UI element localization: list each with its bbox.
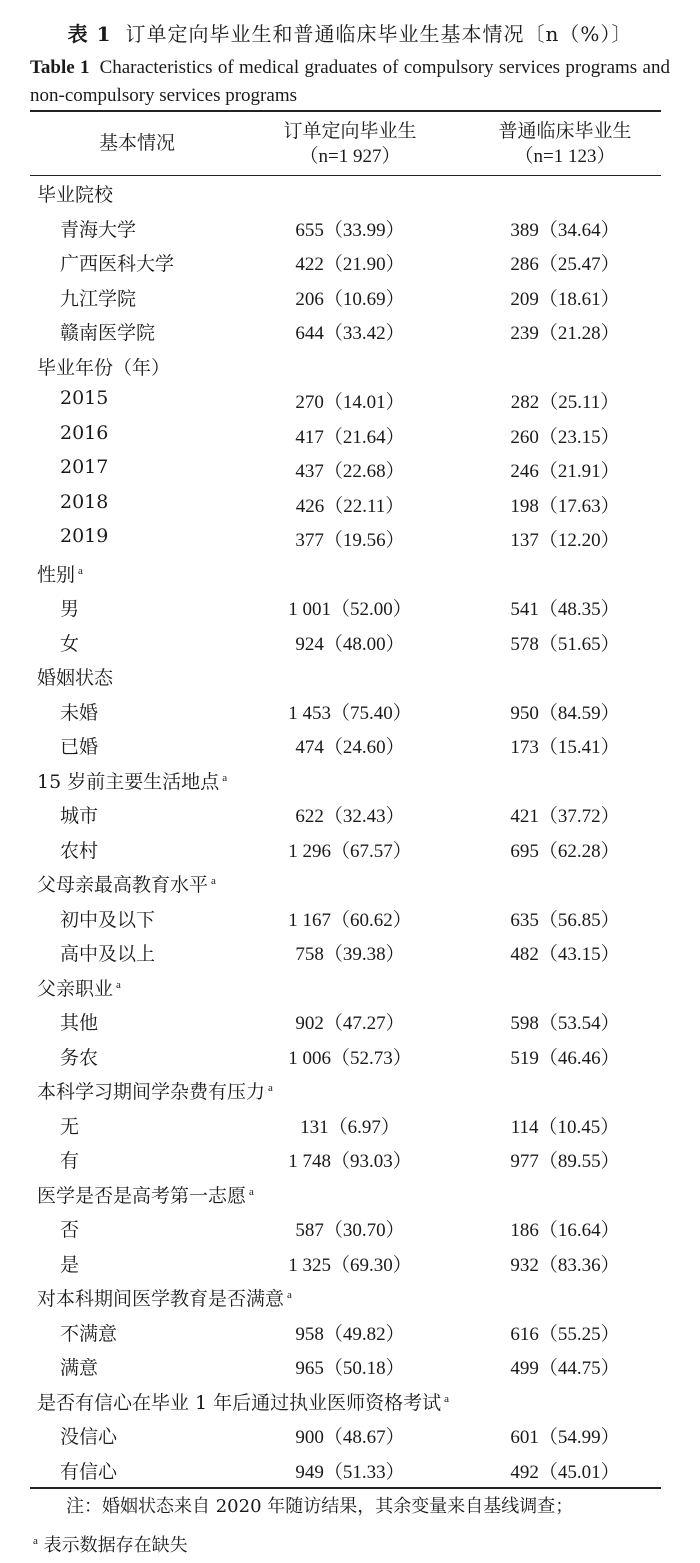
label-text: 2018 — [60, 491, 109, 513]
label-text: 医学是否是高考第一志愿 — [37, 1185, 247, 1207]
cell-noncompulsory: 114（10.45） — [510, 1117, 620, 1138]
row-label — [60, 284, 136, 311]
table-row — [30, 215, 661, 249]
header-col3-n: （n=1 123） — [514, 146, 616, 167]
table-group-row — [30, 974, 661, 1008]
table-row — [30, 732, 661, 766]
table-row — [30, 1353, 661, 1387]
cell-noncompulsory: 541（48.35） — [510, 599, 620, 620]
label-text: 有信心 — [60, 1461, 118, 1483]
label-text: 赣南医学院 — [60, 322, 156, 344]
cell-compulsory: 965（50.18） — [295, 1358, 405, 1379]
cell-compulsory: 1 006（52.73） — [288, 1048, 412, 1069]
header-col2-label: 订单定向毕业生 — [283, 120, 417, 142]
table-row — [30, 836, 661, 870]
footnote-mark: a — [287, 1288, 292, 1301]
label-text: 婚姻状态 — [37, 667, 114, 689]
table-label-en: Table 1 — [30, 57, 90, 78]
table-row — [30, 1215, 661, 1249]
row-label — [60, 1215, 79, 1242]
label-text: 初中及以下 — [60, 909, 156, 931]
row-label — [60, 1319, 117, 1346]
table-group-row — [30, 767, 661, 801]
label-text: 已婚 — [60, 736, 99, 758]
cell-noncompulsory: 492（45.01） — [510, 1462, 620, 1483]
label-text: 女 — [60, 633, 80, 655]
cell-compulsory: 587（30.70） — [295, 1220, 405, 1241]
label-text: 不满意 — [60, 1323, 118, 1345]
header-rule — [30, 175, 661, 176]
cell-compulsory: 422（21.90） — [295, 254, 405, 275]
header-col1-label: 基本情况 — [98, 132, 175, 154]
table-title-en: Characteristics of medical graduates of compulsory services programs and non-compulsory services programs — [30, 57, 670, 106]
top-rule — [30, 110, 661, 112]
table-label-cn: 表 1 — [67, 22, 112, 46]
header-col-characteristic — [37, 130, 237, 156]
cell-compulsory: 1 296（67.57） — [288, 841, 412, 862]
row-label — [60, 1146, 79, 1173]
cell-compulsory: 1 748（93.03） — [288, 1151, 412, 1172]
table-row — [30, 456, 661, 490]
table-group-row — [30, 1388, 661, 1422]
group-label — [37, 870, 216, 897]
table-row — [30, 422, 661, 456]
cell-compulsory: 437（22.68） — [295, 461, 405, 482]
table-row — [30, 491, 661, 525]
label-text: 广西医科大学 — [60, 253, 175, 275]
group-label — [37, 1181, 254, 1208]
cell-noncompulsory: 519（46.46） — [510, 1048, 620, 1069]
row-label — [60, 939, 155, 966]
table-row — [30, 1008, 661, 1042]
row-label — [60, 456, 108, 478]
cell-noncompulsory: 260（23.15） — [510, 427, 620, 448]
label-text: 15 岁前主要生活地点 — [37, 771, 220, 793]
table-row — [30, 318, 661, 352]
cell-compulsory: 924（48.00） — [295, 634, 405, 655]
label-text: 九江学院 — [60, 288, 137, 310]
row-label — [60, 525, 108, 547]
row-label — [60, 1112, 79, 1139]
cell-noncompulsory: 246（21.91） — [510, 461, 620, 482]
table-row — [30, 249, 661, 283]
label-text: 务农 — [60, 1047, 99, 1069]
cell-compulsory: 1 001（52.00） — [288, 599, 412, 620]
label-text: 有 — [60, 1150, 80, 1172]
header-col-compulsory — [250, 118, 450, 170]
cell-compulsory: 426（22.11） — [295, 496, 405, 517]
cell-compulsory: 1 167（60.62） — [288, 910, 412, 931]
group-label — [37, 560, 83, 587]
row-label — [60, 249, 174, 276]
row-label — [60, 1250, 79, 1277]
cell-noncompulsory: 198（17.63） — [510, 496, 620, 517]
label-text: 男 — [60, 598, 80, 620]
label-text: 是 — [60, 1254, 80, 1276]
table-note — [30, 1490, 661, 1563]
table-group-row — [30, 1181, 661, 1215]
table-row — [30, 1112, 661, 1146]
label-text: 农村 — [60, 840, 99, 862]
header-col-noncompulsory — [465, 118, 665, 170]
cell-noncompulsory: 616（55.25） — [510, 1324, 620, 1345]
cell-noncompulsory: 950（84.59） — [510, 703, 620, 724]
label-text: 城市 — [60, 805, 99, 827]
row-label — [60, 1043, 98, 1070]
table-title-cn: 订单定向毕业生和普通临床毕业生基本情况〔n（%）〕 — [125, 22, 633, 46]
table-group-row — [30, 180, 661, 214]
row-label — [60, 629, 79, 656]
table-group-row — [30, 353, 661, 387]
row-label — [60, 1353, 98, 1380]
cell-compulsory: 958（49.82） — [295, 1324, 405, 1345]
cell-compulsory: 900（48.67） — [295, 1427, 405, 1448]
cell-noncompulsory: 286（25.47） — [510, 254, 620, 275]
group-label — [37, 180, 113, 207]
label-text: 没信心 — [60, 1426, 118, 1448]
table-group-row — [30, 560, 661, 594]
cell-compulsory: 949（51.33） — [295, 1462, 405, 1483]
cell-compulsory: 1 453（75.40） — [288, 703, 412, 724]
row-label — [60, 1008, 98, 1035]
cell-noncompulsory: 389（34.64） — [510, 220, 620, 241]
label-text: 2016 — [60, 422, 109, 444]
cell-noncompulsory: 635（56.85） — [510, 910, 620, 931]
row-label — [60, 905, 155, 932]
group-label — [37, 353, 170, 380]
group-label — [37, 974, 121, 1001]
label-text: 毕业院校 — [37, 184, 114, 206]
cell-compulsory: 902（47.27） — [295, 1013, 405, 1034]
label-text: 2019 — [60, 525, 109, 547]
table-row — [30, 629, 661, 663]
table-group-row — [30, 1077, 661, 1111]
table-group-row — [30, 870, 661, 904]
cell-noncompulsory: 499（44.75） — [510, 1358, 620, 1379]
note-line-2 — [30, 1524, 661, 1563]
label-text: 本科学习期间学杂费有压力 — [37, 1081, 266, 1103]
footnote-mark: a — [444, 1392, 450, 1405]
footnote-mark: a — [222, 771, 228, 784]
row-label — [60, 422, 108, 444]
label-text: 满意 — [60, 1357, 99, 1379]
table-caption-cn — [0, 18, 700, 47]
header-col2-n: （n=1 927） — [299, 146, 401, 167]
cell-compulsory: 622（32.43） — [295, 806, 405, 827]
footnote-mark: a — [78, 564, 83, 577]
note-line-1: 注：婚姻状态来自 2020 年随访结果，其余变量来自基线调查； — [66, 1496, 574, 1517]
cell-noncompulsory: 695（62.28） — [510, 841, 620, 862]
label-text: 青海大学 — [60, 219, 137, 241]
group-label — [37, 1388, 449, 1415]
label-text: 其他 — [60, 1012, 99, 1034]
footnote-mark: a — [268, 1081, 273, 1094]
label-text: 2015 — [60, 387, 109, 409]
row-label — [60, 387, 108, 409]
cell-noncompulsory: 482（43.15） — [510, 944, 620, 965]
label-text: 否 — [60, 1219, 80, 1241]
label-text: 对本科期间医学教育是否满意 — [37, 1288, 285, 1310]
cell-noncompulsory: 186（16.64） — [510, 1220, 620, 1241]
table-group-row — [30, 663, 661, 697]
label-text: 高中及以上 — [60, 943, 156, 965]
row-label — [60, 732, 98, 759]
header-col3-label: 普通临床毕业生 — [498, 120, 632, 142]
cell-compulsory: 206（10.69） — [295, 289, 405, 310]
row-label — [60, 1422, 117, 1449]
cell-compulsory: 474（24.60） — [295, 737, 405, 758]
table-row — [30, 525, 661, 559]
cell-compulsory: 131（6.97） — [300, 1117, 400, 1138]
cell-compulsory: 644（33.42） — [295, 323, 405, 344]
table-row — [30, 698, 661, 732]
row-label — [60, 594, 79, 621]
table-row — [30, 594, 661, 628]
cell-noncompulsory: 598（53.54） — [510, 1013, 620, 1034]
row-label — [60, 801, 98, 828]
label-text: 无 — [60, 1116, 80, 1138]
footnote-mark: a — [116, 978, 121, 991]
group-label — [37, 767, 227, 794]
row-label — [60, 215, 136, 242]
table-row — [30, 284, 661, 318]
table-row — [30, 1422, 661, 1456]
table-row — [30, 387, 661, 421]
cell-compulsory: 377（19.56） — [295, 530, 405, 551]
table-row — [30, 1457, 661, 1491]
label-text: 毕业年份（年） — [37, 357, 171, 379]
table-group-row — [30, 1284, 661, 1318]
footnote-mark: a — [33, 1535, 38, 1547]
row-label — [60, 1457, 117, 1484]
table-row — [30, 905, 661, 939]
cell-compulsory: 417（21.64） — [295, 427, 405, 448]
label-text: 父亲职业 — [37, 978, 114, 1000]
table-row — [30, 1043, 661, 1077]
cell-noncompulsory: 209（18.61） — [510, 289, 620, 310]
label-text: 性别 — [37, 564, 76, 586]
table-row — [30, 939, 661, 973]
cell-noncompulsory: 282（25.11） — [510, 392, 620, 413]
row-label — [60, 318, 155, 345]
cell-noncompulsory: 977（89.55） — [510, 1151, 620, 1172]
table-row — [30, 1319, 661, 1353]
table-caption-en — [30, 54, 670, 110]
cell-noncompulsory: 421（37.72） — [510, 806, 620, 827]
footnote-mark: a — [211, 874, 216, 887]
group-label — [37, 1284, 292, 1311]
note-line-2-text: 表示数据存在缺失 — [43, 1535, 188, 1556]
table-row — [30, 1146, 661, 1180]
cell-noncompulsory: 601（54.99） — [510, 1427, 620, 1448]
cell-compulsory: 270（14.01） — [295, 392, 405, 413]
group-label — [37, 1077, 273, 1104]
cell-noncompulsory: 932（83.36） — [510, 1255, 620, 1276]
footnote-mark: a — [249, 1185, 254, 1198]
cell-compulsory: 655（33.99） — [295, 220, 405, 241]
cell-noncompulsory: 173（15.41） — [510, 737, 620, 758]
label-text: 父母亲最高教育水平 — [37, 874, 209, 896]
cell-compulsory: 1 325（69.30） — [288, 1255, 412, 1276]
group-label — [37, 663, 113, 690]
table-row — [30, 1250, 661, 1284]
cell-compulsory: 758（39.38） — [295, 944, 405, 965]
table-row — [30, 801, 661, 835]
label-text: 未婚 — [60, 702, 99, 724]
label-text: 是否有信心在毕业 1 年后通过执业医师资格考试 — [37, 1392, 442, 1414]
cell-noncompulsory: 137（12.20） — [510, 530, 620, 551]
label-text: 2017 — [60, 456, 109, 478]
row-label — [60, 491, 108, 513]
row-label — [60, 698, 98, 725]
row-label — [60, 836, 98, 863]
cell-noncompulsory: 578（51.65） — [510, 634, 620, 655]
cell-noncompulsory: 239（21.28） — [510, 323, 620, 344]
bottom-rule — [30, 1487, 661, 1489]
